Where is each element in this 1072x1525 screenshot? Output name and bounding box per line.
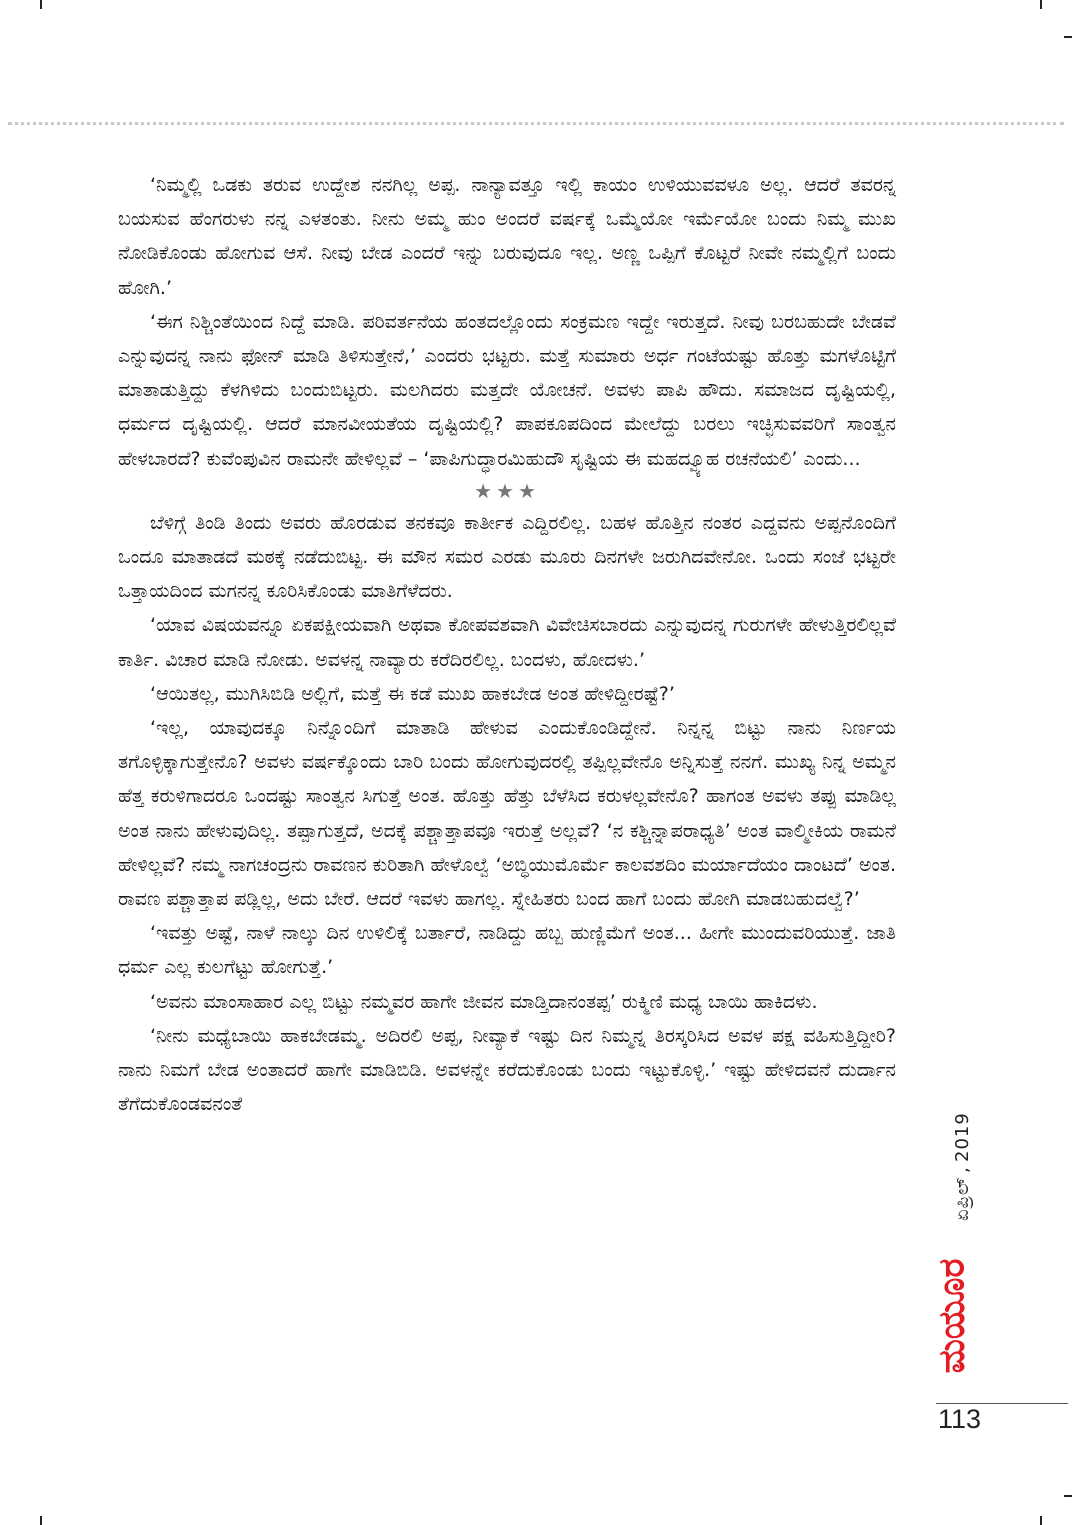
issue-date [952, 1112, 973, 1221]
page-number: 113 [938, 1404, 982, 1434]
paragraph: ‘ಇವತ್ತು ಅಷ್ಟೆ, ನಾಳೆ ನಾಲ್ಕು ದಿನ ಉಳಿಲಿಕ್ಕೆ ಬರ್ತಾರೆ, ನಾಡಿದ್ದು ಹಬ್ಬ ಹುಣ್ಣಿಮೆಗೆ ಅಂತ... ಹೀಗೇ ಮುಂದುವರಿಯುತ್ತೆ. ಜಾತಿ ಧರ್ಮ ಎಲ್ಲ ಕುಲಗೆಟ್ಟು ಹೋಗುತ್ತೆ.’ [118, 922, 896, 979]
magazine-logo [932, 1245, 972, 1387]
section-separator: ★★★ [474, 478, 540, 503]
issue-year: 2019 [952, 1112, 973, 1162]
paragraph: ಬೆಳಿಗ್ಗೆ ತಿಂಡಿ ತಿಂದು ಅವರು ಹೊರಡುವ ತನಕವೂ ಕಾರ್ತೀಕ ಎದ್ದಿರಲಿಲ್ಲ. ಬಹಳ ಹೊತ್ತಿನ ನಂತರ ಎದ್ದವನು ಅಪ್ಪನೊಂದಿಗೆ ಒಂದೂ ಮಾತಾಡದೆ ಮಠಕ್ಕೆ ನಡೆದುಬಿಟ್ಟ. ಈ ಮೌನ ಸಮರ ಎರಡು ಮೂರು ದಿನಗಳೇ ಜರುಗಿದವೇನೋ. ಒಂದು ಸಂಜೆ ಭಟ್ಟರೇ ಒತ್ತಾಯದಿಂದ ಮಗನನ್ನ ಕೂರಿಸಿಕೊಂಡು ಮಾತಿಗೆಳೆದರು. [118, 511, 896, 603]
paragraph: ‘ನೀನು ಮಧ್ಯೆಬಾಯಿ ಹಾಕಬೇಡಮ್ಮ. ಅದಿರಲಿ ಅಪ್ಪ, ನೀವ್ಯಾಕೆ ಇಷ್ಟು ದಿನ ನಿಮ್ಮನ್ನ ತಿರಸ್ಕರಿಸಿದ ಅವಳ ಪಕ್ಷ ವಹಿಸುತ್ತಿದ್ದೀರಿ? ನಾನು ನಿಮಗೆ ಬೇಡ ಅಂತಾದರೆ ಹಾಗೇ ಮಾಡಿಬಿಡಿ. ಅವಳನ್ನೇ ಕರೆದುಕೊಂಡು ಬಂದು ಇಟ್ಟುಕೊಳ್ಳಿ.’ ಇಷ್ಟು ಹೇಳಿದವನೆ ದುರ್ದಾನ ತೆಗೆದುಕೊಂಡವನಂತೆ [118, 1024, 896, 1116]
crop-mark-bottom-right [1040, 1516, 1042, 1525]
crop-mark-right-lower [1064, 1495, 1072, 1497]
crop-mark-top-left [40, 0, 42, 9]
paragraph: ‘ನಿಮ್ಮಲ್ಲಿ ಒಡಕು ತರುವ ಉದ್ದೇಶ ನನಗಿಲ್ಲ ಅಪ್ಪ. ನಾನ್ಯಾವತ್ತೂ ಇಲ್ಲಿ ಕಾಯಂ ಉಳಿಯುವವಳೂ ಅಲ್ಲ. ಆದರೆ ತವರನ್ನ ಬಯಸುವ ಹೆಂಗರುಳು ನನ್ನ ಎಳತಂತು. ನೀನು ಅಮ್ಮ ಹುಂ ಅಂದರೆ ವರ್ಷಕ್ಕೆ ಒಮ್ಮೆಯೋ ಇರ್ಮೆಯೋ ಬಂದು ನಿಮ್ಮ ಮುಖ ನೋಡಿಕೊಂಡು ಹೋಗುವ ಆಸೆ. ನೀವು ಬೇಡ ಎಂದರೆ ಇನ್ನು ಬರುವುದೂ ಇಲ್ಲ. ಅಣ್ಣ ಒಪ್ಪಿಗೆ ಕೊಟ್ಟರೆ ನೀವೇ ನಮ್ಮಲ್ಲಿಗೆ ಬಂದು ಹೋಗಿ.’ [118, 174, 896, 299]
crop-mark-right-upper [1064, 36, 1072, 38]
magazine-logo-text: ಮಯೂರ [931, 1258, 972, 1374]
crop-mark-top-right [1040, 0, 1042, 9]
date-comma: , [952, 1165, 973, 1173]
paragraph: ‘ಆಯಿತಲ್ಲ, ಮುಗಿಸಿಬಿಡಿ ಅಲ್ಲಿಗೆ, ಮತ್ತೆ ಈ ಕಡೆ ಮುಖ ಹಾಕಬೇಡ ಅಂತ ಹೇಳಿದ್ದೀರಷ್ಟೆ?’ [150, 682, 675, 705]
issue-month: ಏಪ್ರಿಲ್ [952, 1176, 973, 1221]
paragraph: ‘ಯಾವ ವಿಷಯವನ್ನೂ ಏಕಪಕ್ಷೀಯವಾಗಿ ಅಥವಾ ಕೋಪವಶವಾಗಿ ವಿವೇಚಿಸಬಾರದು ಎನ್ನುವುದನ್ನ ಗುರುಗಳೇ ಹೇಳುತ್ತಿರಲಿಲ್ಲವೆ ಕಾರ್ತಿ. ವಿಚಾರ ಮಾಡಿ ನೋಡು. ಅವಳನ್ನ ನಾವ್ಯಾರು ಕರೆದಿರಲಿಲ್ಲ. ಬಂದಳು, ಹೋದಳು.’ [118, 614, 896, 671]
article-body [118, 168, 896, 1121]
crop-mark-bottom-left [40, 1516, 42, 1525]
paragraph: ‘ಅವನು ಮಾಂಸಾಹಾರ ಎಲ್ಲ ಬಿಟ್ಟು ನಮ್ಮವರ ಹಾಗೇ ಜೀವನ ಮಾಡ್ತಿದಾನಂತಪ್ಪ’ ರುಕ್ಮಿಣಿ ಮಧ್ಯ ಬಾಯಿ ಹಾಕಿದಳು. [150, 990, 818, 1013]
paragraph: ‘ಈಗ ನಿಶ್ಚಿಂತೆಯಿಂದ ನಿದ್ದೆ ಮಾಡಿ. ಪರಿವರ್ತನೆಯ ಹಂತದಲ್ಲೊಂದು ಸಂಕ್ರಮಣ ಇದ್ದೇ ಇರುತ್ತದೆ. ನೀವು ಬರಬಹುದೇ ಬೇಡವೆ ಎನ್ನುವುದನ್ನ ನಾನು ಫೋನ್ ಮಾಡಿ ತಿಳಿಸುತ್ತೇನೆ,’ ಎಂದರು ಭಟ್ಟರು. ಮತ್ತೆ ಸುಮಾರು ಅರ್ಧ ಗಂಟೆಯಷ್ಟು ಹೊತ್ತು ಮಗಳೊಟ್ಟಿಗೆ ಮಾತಾಡುತ್ತಿದ್ದು ಕೆಳಗಿಳಿದು ಬಂದುಬಿಟ್ಟರು. ಮಲಗಿದರು ಮತ್ತದೇ ಯೋಚನೆ. ಅವಳು ಪಾಪಿ ಹೌದು. ಸಮಾಜದ ದೃಷ್ಟಿಯಲ್ಲಿ, ಧರ್ಮದ ದೃಷ್ಟಿಯಲ್ಲಿ. ಆದರೆ ಮಾನವೀಯತೆಯ ದೃಷ್ಟಿಯಲ್ಲಿ? ಪಾಪಕೂಪದಿಂದ ಮೇಲೆದ್ದು ಬರಲು ಇಚ್ಛಿಸುವವರಿಗೆ ಸಾಂತ್ವನ ಹೇಳಬಾರದೆ? ಕುವೆಂಪುವಿನ ರಾಮನೇ ಹೇಳಿಲ್ಲವೆ – ‘ಪಾಪಿಗುದ್ಧಾರಮಿಹುದೌ ಸೃಷ್ಟಿಯ ಈ ಮಹದ್ವ್ಯೂಹ ರಚನೆಯಲಿ’ ಎಂದು... [118, 310, 896, 470]
header-dotted-rule [8, 122, 1064, 125]
paragraph: ‘ಇಲ್ಲ, ಯಾವುದಕ್ಕೂ ನಿನ್ನೊಂದಿಗೆ ಮಾತಾಡಿ ಹೇಳುವ ಎಂದುಕೊಂಡಿದ್ದೇನೆ. ನಿನ್ನನ್ನ ಬಿಟ್ಟು ನಾನು ನಿರ್ಣಯ ತಗೊಳ್ಳಿಕ್ಕಾಗುತ್ತೇನೊ? ಅವಳು ವರ್ಷಕ್ಕೊಂದು ಬಾರಿ ಬಂದು ಹೋಗುವುದರಲ್ಲಿ ತಪ್ಪಿಲ್ಲವೇನೊ ಅನ್ನಿಸುತ್ತೆ ನನಗೆ. ಮುಖ್ಯ ನಿನ್ನ ಅಮ್ಮನ ಹೆತ್ತ ಕರುಳಿಗಾದರೂ ಒಂದಷ್ಟು ಸಾಂತ್ವನ ಸಿಗುತ್ತೆ ಅಂತ. ಹೊತ್ತು ಹೆತ್ತು ಬೆಳೆಸಿದ ಕರುಳಲ್ಲವೇನೊ? ಹಾಗಂತ ಅವಳು ತಪ್ಪು ಮಾಡಿಲ್ಲ ಅಂತ ನಾನು ಹೇಳುವುದಿಲ್ಲ. ತಪ್ಪಾಗುತ್ತದೆ, ಅದಕ್ಕೆ ಪಶ್ಚಾತ್ತಾಪವೂ ಇರುತ್ತೆ ಅಲ್ಲವೆ? ‘ನ ಕಶ್ಚಿನ್ನಾಪರಾಧ್ಯತಿ’ ಅಂತ ವಾಲ್ಮೀಕಿಯ ರಾಮನೆ ಹೇಳಿಲ್ಲವೆ? ನಮ್ಮ ನಾಗಚಂದ್ರನು ರಾವಣನ ಕುರಿತಾಗಿ ಹೇಳೊಲ್ವೆ ‘ಅಬ್ಧಿಯುಮೊರ್ಮೆ ಕಾಲವಶದಿಂ ಮರ್ಯಾದೆಯಂ ದಾಂಟದೆ’ ಅಂತ. ರಾವಣ ಪಶ್ಚಾತ್ತಾಪ ಪಡ್ಲಿಲ್ಲ, ಅದು ಬೇರೆ. ಆದರೆ ಇವಳು ಹಾಗಲ್ಲ. ಸ್ನೇಹಿತರು ಬಂದ ಹಾಗೆ ಬಂದು ಹೋಗಿ ಮಾಡಬಹುದಲ್ವೆ?’ [118, 717, 896, 911]
